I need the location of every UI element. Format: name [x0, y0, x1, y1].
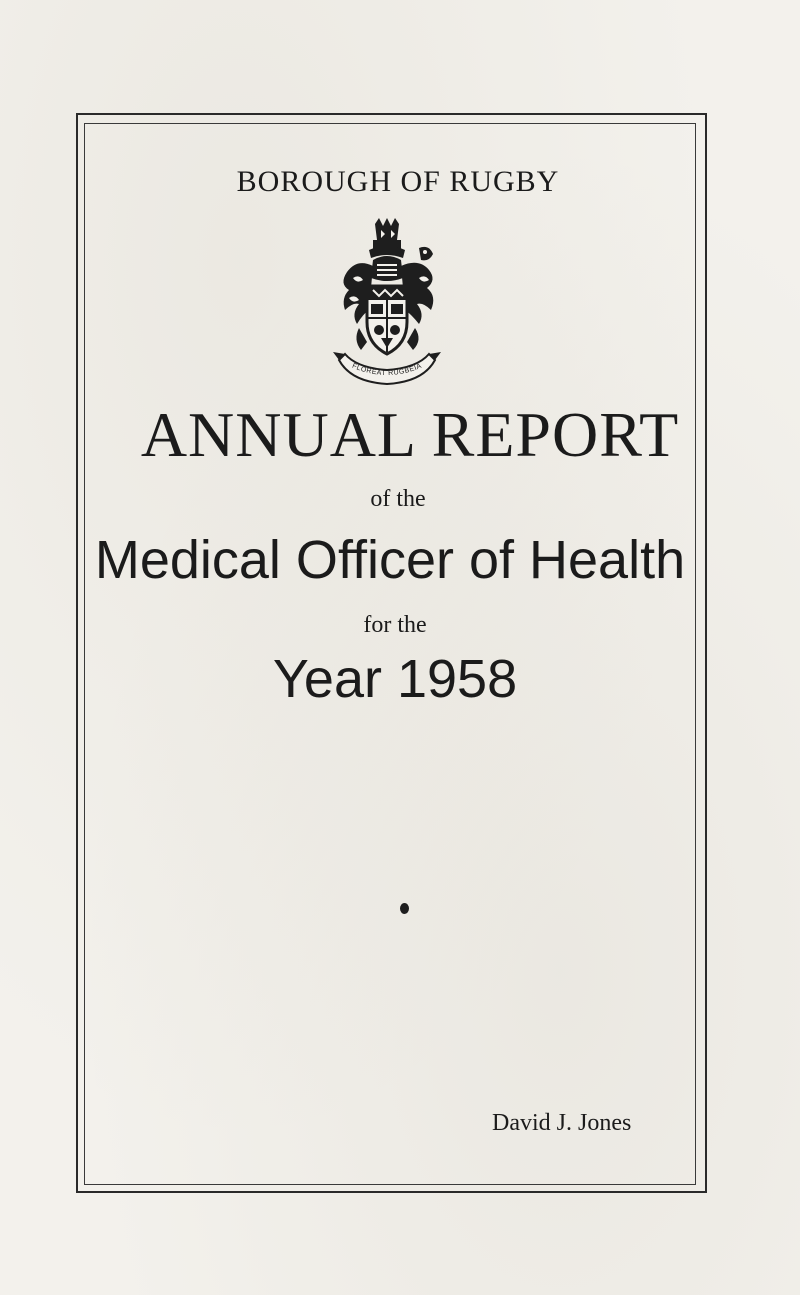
report-year: Year 1958	[272, 649, 518, 709]
coat-of-arms-icon	[333, 218, 441, 386]
ink-dot	[400, 903, 409, 914]
crest-motto: FLOREAT RUGBEIA	[351, 362, 423, 378]
borough-heading: BOROUGH OF RUGBY	[236, 165, 560, 198]
connector-of-the: of the	[370, 486, 426, 512]
report-subject: Medical Officer of Health	[94, 530, 686, 590]
connector-for-the: for the	[363, 612, 427, 638]
report-title: ANNUAL REPORT	[140, 399, 680, 470]
author-name: David J. Jones	[492, 1110, 632, 1136]
